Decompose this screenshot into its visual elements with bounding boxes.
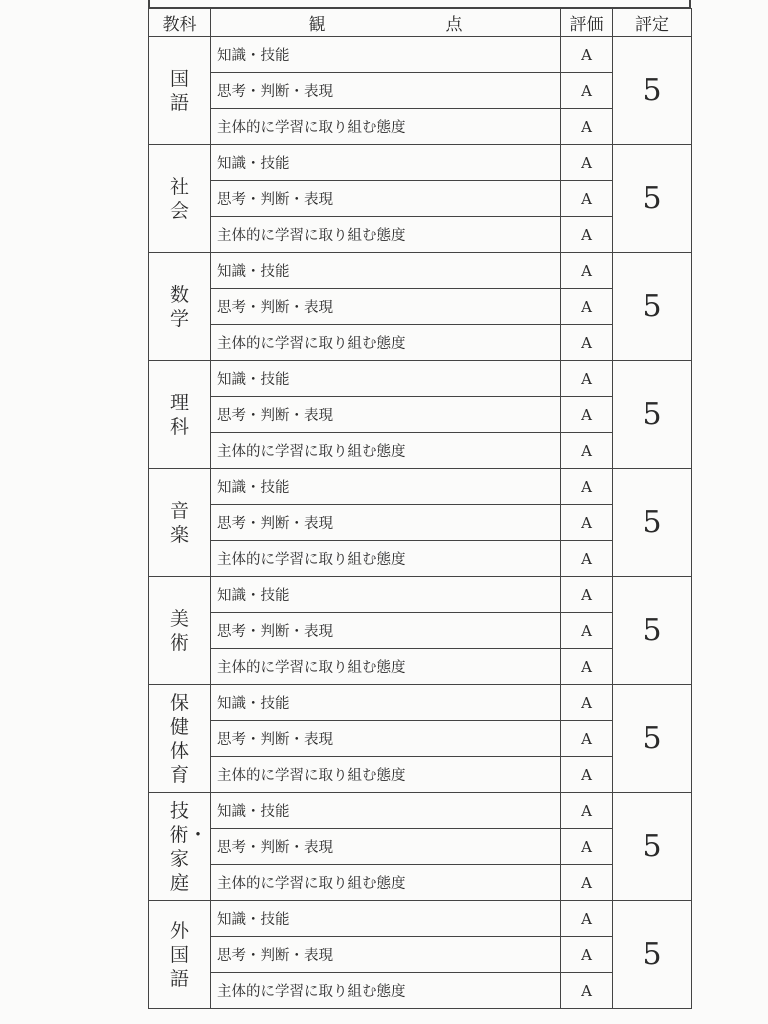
- table-row: [149, 433, 692, 469]
- viewpoint-label: 思考・判断・表現: [211, 289, 561, 325]
- subject-name: 音楽: [169, 499, 189, 546]
- viewpoint-label: 主体的に学習に取り組む態度: [211, 325, 561, 361]
- subject-name: 数学: [169, 283, 189, 330]
- viewpoint-label: 主体的に学習に取り組む態度: [211, 865, 561, 901]
- viewpoint-label: 知識・技能: [211, 253, 561, 289]
- subject-cell: [149, 577, 211, 685]
- table-row: [149, 253, 692, 289]
- evaluation-value: A: [561, 937, 613, 973]
- table-row: [149, 649, 692, 685]
- viewpoint-label: 知識・技能: [211, 37, 561, 73]
- header-viewpoint-1: 観: [308, 15, 326, 35]
- table-row: [149, 109, 692, 145]
- subject-name: 技術・家庭: [169, 799, 208, 894]
- evaluation-value: A: [561, 289, 613, 325]
- subject-cell: [149, 361, 211, 469]
- table-row: [149, 865, 692, 901]
- evaluation-value: A: [561, 505, 613, 541]
- subject-cell: [149, 37, 211, 145]
- header-evaluation: 評価: [561, 9, 613, 37]
- table-row: [149, 829, 692, 865]
- evaluation-value: A: [561, 469, 613, 505]
- subject-name: 外国語: [169, 919, 189, 990]
- subject-cell: [149, 469, 211, 577]
- viewpoint-label: 思考・判断・表現: [211, 937, 561, 973]
- viewpoint-label: 思考・判断・表現: [211, 829, 561, 865]
- table-row: [149, 289, 692, 325]
- grade-value: 5: [613, 361, 692, 469]
- table-row: [149, 325, 692, 361]
- viewpoint-label: 思考・判断・表現: [211, 181, 561, 217]
- evaluation-value: A: [561, 181, 613, 217]
- viewpoint-label: 主体的に学習に取り組む態度: [211, 541, 561, 577]
- evaluation-value: A: [561, 217, 613, 253]
- viewpoint-label: 主体的に学習に取り組む態度: [211, 433, 561, 469]
- table-row: [149, 73, 692, 109]
- evaluation-value: A: [561, 685, 613, 721]
- table-row: [149, 397, 692, 433]
- viewpoint-label: 知識・技能: [211, 685, 561, 721]
- viewpoint-label: 知識・技能: [211, 469, 561, 505]
- subject-name: 社会: [169, 175, 189, 222]
- subject-name: 国語: [169, 67, 189, 114]
- table-row: [149, 685, 692, 721]
- grade-value: 5: [613, 685, 692, 793]
- subject-cell: [149, 685, 211, 793]
- evaluation-value: A: [561, 361, 613, 397]
- viewpoint-label: 主体的に学習に取り組む態度: [211, 757, 561, 793]
- table-row: [149, 793, 692, 829]
- header-viewpoint-2: 点: [445, 15, 463, 35]
- grade-value: 5: [613, 577, 692, 685]
- grade-value: 5: [613, 253, 692, 361]
- header-subject: 教科: [149, 9, 211, 37]
- viewpoint-label: 主体的に学習に取り組む態度: [211, 973, 561, 1009]
- grade-value: 5: [613, 469, 692, 577]
- evaluation-value: A: [561, 433, 613, 469]
- viewpoint-label: 思考・判断・表現: [211, 73, 561, 109]
- evaluation-value: A: [561, 73, 613, 109]
- grade-value: 5: [613, 793, 692, 901]
- table-row: [149, 757, 692, 793]
- viewpoint-label: 知識・技能: [211, 145, 561, 181]
- viewpoint-label: 主体的に学習に取り組む態度: [211, 217, 561, 253]
- header-viewpoint: [211, 9, 561, 37]
- subject-name: 理科: [169, 391, 189, 438]
- evaluation-value: A: [561, 973, 613, 1009]
- grade-value: 5: [613, 37, 692, 145]
- viewpoint-label: 主体的に学習に取り組む態度: [211, 109, 561, 145]
- table-row: [149, 541, 692, 577]
- viewpoint-label: 知識・技能: [211, 577, 561, 613]
- evaluation-value: A: [561, 901, 613, 937]
- table-row: [149, 937, 692, 973]
- evaluation-value: A: [561, 325, 613, 361]
- table-row: [149, 37, 692, 73]
- evaluation-value: A: [561, 541, 613, 577]
- subject-cell: [149, 901, 211, 1009]
- header-grade: 評定: [613, 9, 692, 37]
- viewpoint-label: 思考・判断・表現: [211, 613, 561, 649]
- evaluation-value: A: [561, 145, 613, 181]
- table-row: [149, 901, 692, 937]
- table-row: [149, 145, 692, 181]
- grade-table: [148, 8, 692, 1009]
- grade-value: 5: [613, 145, 692, 253]
- table-row: [149, 721, 692, 757]
- viewpoint-label: 知識・技能: [211, 361, 561, 397]
- table-row: [149, 181, 692, 217]
- evaluation-value: A: [561, 757, 613, 793]
- evaluation-value: A: [561, 829, 613, 865]
- evaluation-value: A: [561, 397, 613, 433]
- viewpoint-label: 思考・判断・表現: [211, 505, 561, 541]
- evaluation-value: A: [561, 577, 613, 613]
- evaluation-value: A: [561, 793, 613, 829]
- viewpoint-label: 思考・判断・表現: [211, 397, 561, 433]
- grade-value: 5: [613, 901, 692, 1009]
- evaluation-value: A: [561, 613, 613, 649]
- table-row: [149, 973, 692, 1009]
- viewpoint-label: 知識・技能: [211, 793, 561, 829]
- subject-name: 美術: [169, 607, 189, 654]
- evaluation-value: A: [561, 865, 613, 901]
- subject-cell: [149, 145, 211, 253]
- table-top-border: [148, 0, 691, 8]
- table-row: [149, 577, 692, 613]
- viewpoint-label: 思考・判断・表現: [211, 721, 561, 757]
- viewpoint-label: 主体的に学習に取り組む態度: [211, 649, 561, 685]
- evaluation-value: A: [561, 109, 613, 145]
- subject-cell: [149, 793, 211, 901]
- table-row: [149, 469, 692, 505]
- header-row: [149, 9, 692, 37]
- table-row: [149, 505, 692, 541]
- evaluation-value: A: [561, 721, 613, 757]
- subject-cell: [149, 253, 211, 361]
- evaluation-value: A: [561, 253, 613, 289]
- table-row: [149, 217, 692, 253]
- evaluation-value: A: [561, 649, 613, 685]
- subject-name: 保健体育: [169, 691, 189, 786]
- viewpoint-label: 知識・技能: [211, 901, 561, 937]
- table-row: [149, 361, 692, 397]
- evaluation-value: A: [561, 37, 613, 73]
- table-row: [149, 613, 692, 649]
